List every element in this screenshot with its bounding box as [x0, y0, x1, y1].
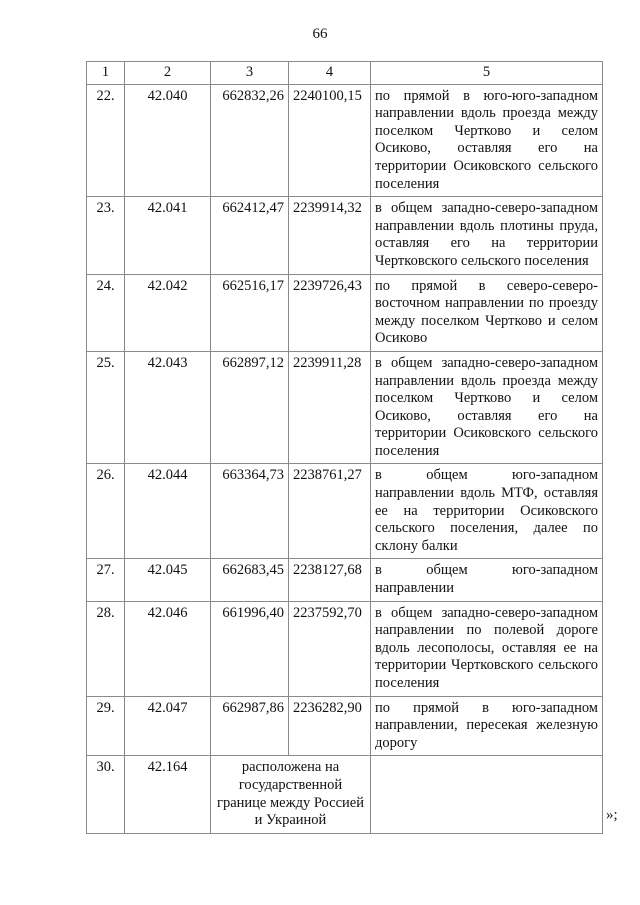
coord-x: 662412,47: [211, 197, 289, 274]
coord-y: 2239914,32: [289, 197, 371, 274]
point-code: 42.164: [125, 756, 211, 833]
route-description: в общем западно-северо-западном направлении по полевой дороге вдоль лесополосы, оставляя ее на территории Чертковского сельского поселения: [371, 601, 603, 696]
coord-x: 662987,86: [211, 696, 289, 756]
point-code: 42.040: [125, 84, 211, 197]
point-code: 42.046: [125, 601, 211, 696]
row-number: 25.: [87, 351, 125, 464]
boundary-table: [86, 61, 603, 834]
coord-y: 2239911,28: [289, 351, 371, 464]
column-header: 3: [211, 62, 289, 85]
coord-x: 662897,12: [211, 351, 289, 464]
location-note: расположена на государственной границе между Россией и Украиной: [211, 756, 371, 833]
route-description: в общем западно-северо-западном направлении вдоль плотины пруда, оставляя его на территории Чертковского сельского поселения: [371, 197, 603, 274]
point-code: 42.045: [125, 559, 211, 601]
route-description: по прямой в юго-юго-западном направлении вдоль проезда между поселком Чертково и селом Осиково, оставляя его на территории Осиковского сельского поселения: [371, 84, 603, 197]
column-header: 4: [289, 62, 371, 85]
column-header: 1: [87, 62, 125, 85]
table-row: [87, 274, 603, 351]
table-row: [87, 84, 603, 197]
coord-y: 2240100,15: [289, 84, 371, 197]
point-code: 42.041: [125, 197, 211, 274]
coord-x: 661996,40: [211, 601, 289, 696]
route-description: в общем юго-западном направлении вдоль МТФ, оставляя ее на территории Осиковского сельского поселения, далее по склону балки: [371, 464, 603, 559]
point-code: 42.047: [125, 696, 211, 756]
coord-x: 663364,73: [211, 464, 289, 559]
table-row: [87, 756, 603, 833]
point-code: 42.043: [125, 351, 211, 464]
route-description: [371, 756, 603, 833]
table-row: [87, 197, 603, 274]
row-number: 27.: [87, 559, 125, 601]
coord-y: 2238761,27: [289, 464, 371, 559]
row-number: 26.: [87, 464, 125, 559]
coord-y: 2236282,90: [289, 696, 371, 756]
row-number: 29.: [87, 696, 125, 756]
point-code: 42.044: [125, 464, 211, 559]
row-number: 28.: [87, 601, 125, 696]
route-description: по прямой в северо-северо-восточном направлении по проезду между поселком Чертково и селом Осиково: [371, 274, 603, 351]
route-description: в общем западно-северо-западном направлении вдоль проезда между поселком Чертково и селом Осиково, оставляя его на территории Осиковского сельского поселения: [371, 351, 603, 464]
coord-x: 662832,26: [211, 84, 289, 197]
table-header-row: [87, 62, 603, 85]
coord-y: 2238127,68: [289, 559, 371, 601]
page-number: 66: [312, 26, 328, 42]
row-number: 30.: [87, 756, 125, 833]
table-row: [87, 601, 603, 696]
route-description: по прямой в юго-западном направлении, пересекая железную дорогу: [371, 696, 603, 756]
coord-y: 2239726,43: [289, 274, 371, 351]
route-description: в общем юго-западном направлении: [371, 559, 603, 601]
point-code: 42.042: [125, 274, 211, 351]
closing-quote: »;: [606, 807, 618, 823]
table-row: [87, 464, 603, 559]
row-number: 24.: [87, 274, 125, 351]
coord-x: 662516,17: [211, 274, 289, 351]
row-number: 22.: [87, 84, 125, 197]
table-row: [87, 696, 603, 756]
coord-y: 2237592,70: [289, 601, 371, 696]
table-row: [87, 559, 603, 601]
coord-x: 662683,45: [211, 559, 289, 601]
column-header: 5: [371, 62, 603, 85]
table-row: [87, 351, 603, 464]
column-header: 2: [125, 62, 211, 85]
row-number: 23.: [87, 197, 125, 274]
